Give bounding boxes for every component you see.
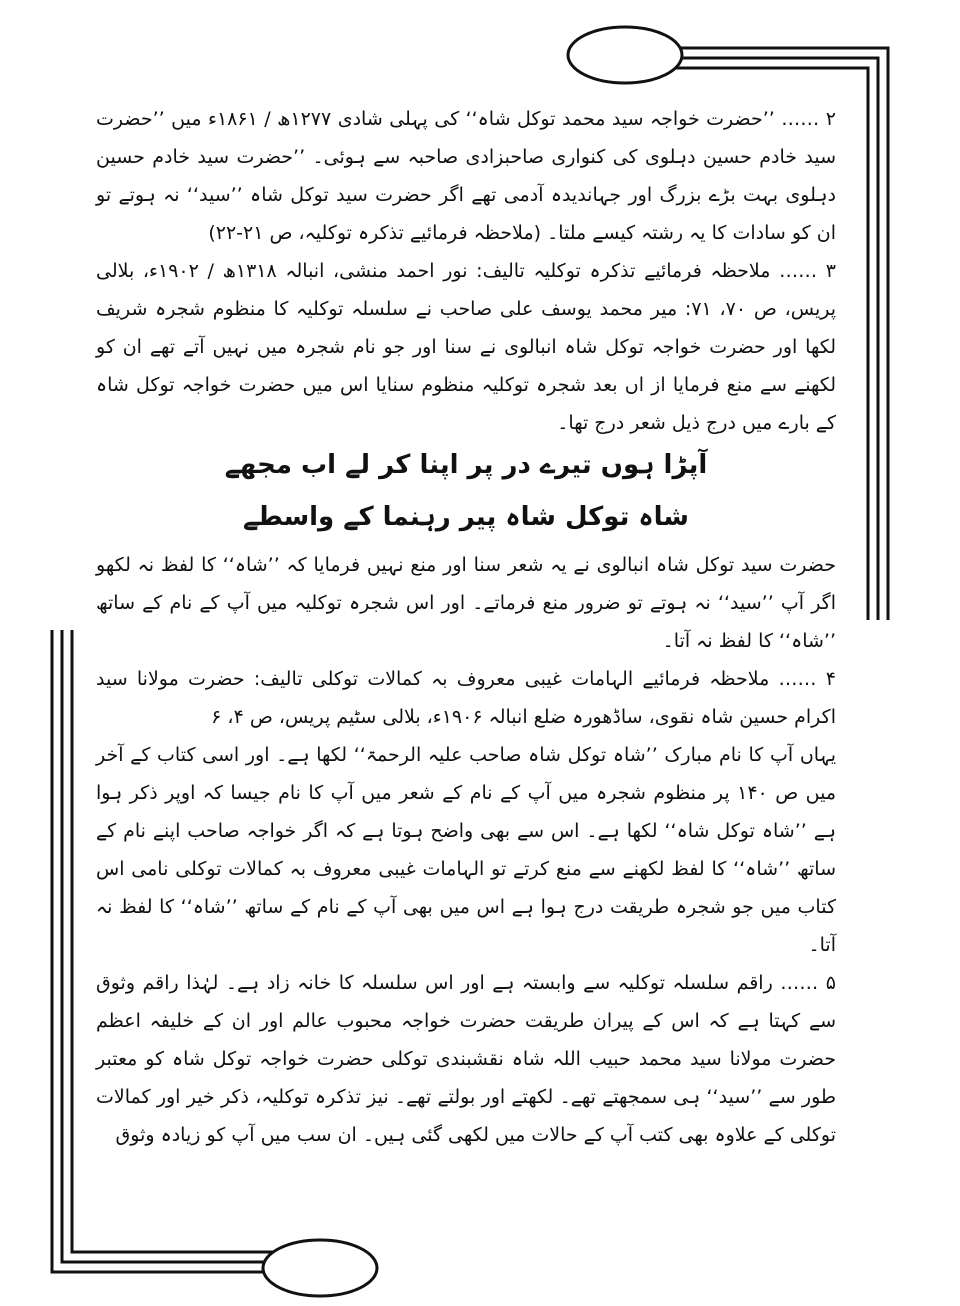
footnote-2: ۲ …… ’’حضرت خواجہ سید محمد توکل شاہ‘‘ کی پہلی شادی ۱۲۷۷ھ / ۱۸۶۱ء میں ’’حضرت سید خادم حسین دہلوی کی کنواری صاحبزادی صاحبہ سے ہوئی۔ ’’حضرت سید خادم حسین دہلوی بہت بڑے بزرگ اور جہاندیدہ آدمی تھے اگر حضرت سید توکل شاہ ’’سید‘‘ نہ ہوتے تو ان کو سادات کا یہ رشتہ کیسے ملتا۔ (ملاحظہ فرمائیے تذکرہ توکلیہ، ص ۲۱-۲۲) — [96, 108, 837, 244]
footnote-4: ۴ …… ملاحظہ فرمائیے الہامات غیبی معروف بہ کمالات توکلی تالیف: حضرت مولانا سید اکرام حسین شاہ نقوی، ساڈھورہ ضلع انبالہ ۱۹۰۶ء، بلالی سٹیم پریس، ص ۴، ۶ — [96, 668, 836, 728]
bottom-oval-ornament — [263, 1240, 377, 1296]
verse-line-2: شاہ توکل شاہ پیر رہنما کے واسطے — [243, 502, 689, 532]
verse-line-1: آپڑا ہوں تیرے در پر اپنا کر لے اب مجھے — [224, 450, 708, 480]
footnote-3-continued: حضرت سید توکل شاہ انبالوی نے یہ شعر سنا اور منع نہیں فرمایا کہ ’’شاہ‘‘ کا لفظ نہ لکھو اگر آپ ’’سید‘‘ نہ ہوتے تو ضرور منع فرماتے۔ اور اس شجرہ توکلیہ میں آپ کے نام کے ساتھ ’’شاہ‘‘ کا لفظ نہ آتا۔ — [96, 554, 836, 652]
footnote-3: ۳ …… ملاحظہ فرمائیے تذکرہ توکلیہ تالیف: نور احمد منشی، انبالہ ۱۳۱۸ھ / ۱۹۰۲ء، بلالی پریس، ص ۷۰، ۷۱: میر محمد یوسف علی صاحب نے سلسلہ توکلیہ کا منظوم شجرہ شریف لکھا اور حضرت خواجہ توکل شاہ انبالوی نے سنا اور جو نام شجرہ میں نہیں آتے تھے ان کو لکھنے سے منع فرمایا از اں بعد شجرہ توکلیہ منظوم سنایا اس میں حضرت خواجہ توکل شاہ کے بارے میں درج ذیل شعر درج تھا۔ — [96, 260, 837, 434]
footnote-4-continued: یہاں آپ کا نام مبارک ’’شاہ توکل شاہ صاحب علیہ الرحمۃ‘‘ لکھا ہے۔ اور اسی کتاب کے آخر میں ص ۱۴۰ پر منظوم شجرہ میں آپ کے نام کے شعر میں آپ کا نام جیسا کہ اوپر ذکر ہوا ہے ’’شاہ توکل شاہ‘‘ لکھا ہے۔ اس سے بھی واضح ہوتا ہے کہ اگر خواجہ صاحب اپنے نام کے ساتھ ’’شاہ‘‘ کا لفظ لکھنے سے منع کرتے تو الہامات غیبی معروف بہ کمالات توکلی نامی اس کتاب میں جو شجرہ طریقت درج ہوا ہے اس میں بھی آپ کے نام کے ساتھ ’’شاہ‘‘ کا لفظ نہ آتا۔ — [96, 744, 836, 956]
footnote-5: ۵ …… راقم سلسلہ توکلیہ سے وابستہ ہے اور اس سلسلہ کا خانہ زاد ہے۔ لہٰذا راقم وثوق سے کہتا ہے کہ اس کے پیران طریقت حضرت خواجہ محبوب عالم اور ان کے خلیفہ اعظم حضرت مولانا سید محمد حبیب اللہ شاہ نقشبندی توکلی حضرت خواجہ توکل شاہ کو معتبر طور سے ’’سید‘‘ ہی سمجھتے تھے۔ لکھتے اور بولتے تھے۔ نیز تذکرہ توکلیہ، ذکر خیر اور کمالات توکلی کے علاوہ بھی کتب آپ کے حالات میں لکھی گئی ہیں۔ ان سب میں آپ کو زیادہ وثوق — [96, 972, 836, 1146]
top-oval-ornament — [568, 27, 682, 83]
page-body — [96, 100, 836, 1154]
